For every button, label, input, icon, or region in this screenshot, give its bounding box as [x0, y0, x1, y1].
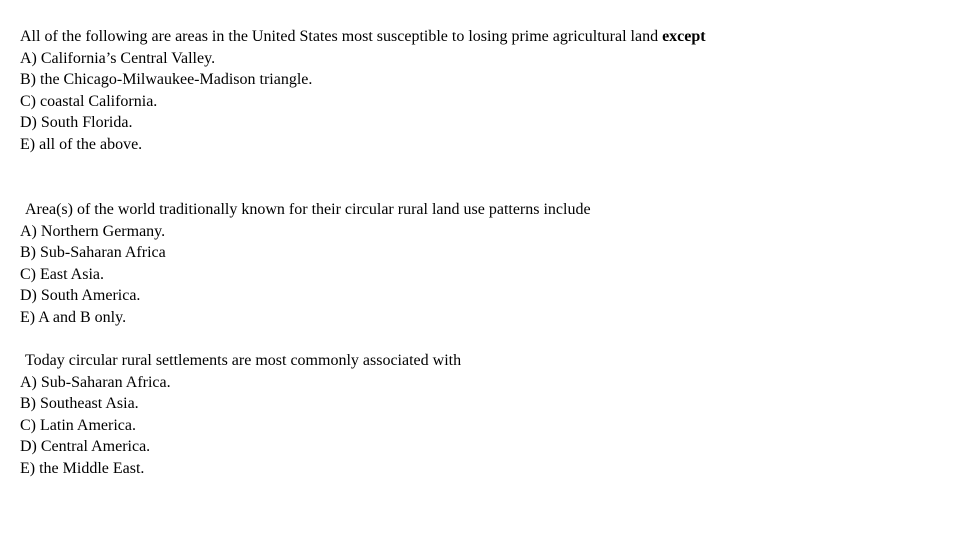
question-1-choice-c: C) coastal California. — [20, 92, 158, 110]
question-1-choice-b: B) the Chicago-Milwaukee-Madison triangle. — [20, 71, 313, 89]
question-3-choice-b: B) Southeast Asia. — [20, 395, 139, 413]
question-1-stem — [20, 26, 720, 48]
question-3-choice-c: C) Latin America. — [20, 416, 136, 434]
question-2 — [20, 199, 920, 329]
question-3-stem: Today circular rural settlements are most commonly associated with — [25, 352, 462, 369]
question-1-choice-d: D) South Florida. — [20, 114, 133, 132]
question-1-choice-e: E) all of the above. — [20, 135, 143, 153]
question-3-choice-a: A) Sub-Saharan Africa. — [20, 373, 171, 391]
question-2-choice-d: D) South America. — [20, 287, 141, 305]
question-1-choice-a: A) California’s Central Valley. — [20, 49, 216, 67]
question-2-choice-a: A) Northern Germany. — [20, 222, 166, 240]
question-2-choice-c: C) East Asia. — [20, 265, 104, 283]
question-3 — [20, 350, 920, 480]
question-1-stem-text: All of the following are areas in the United States most susceptible to losing prime agricultural land — [20, 28, 663, 45]
question-1-stem-emphasis: except — [662, 28, 706, 45]
question-3-choice-d: D) Central America. — [20, 438, 151, 456]
question-2-stem: Area(s) of the world traditionally known for their circular rural land use patterns include — [25, 201, 591, 218]
question-2-choice-e: E) A and B only. — [20, 308, 127, 326]
question-3-choice-e: E) the Middle East. — [20, 459, 145, 477]
question-2-choice-b: B) Sub-Saharan Africa — [20, 244, 166, 262]
question-1 — [20, 26, 920, 156]
